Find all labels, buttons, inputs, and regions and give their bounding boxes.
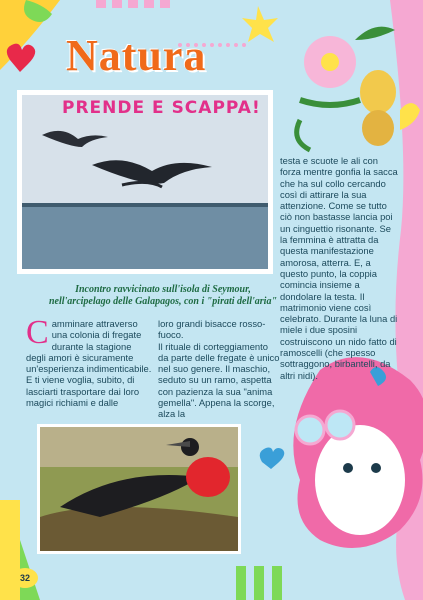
article-column-3: [280, 155, 398, 381]
cartoon-character: [293, 357, 423, 548]
column-3-text: testa e scuote le ali con forza mentre gonfia la sacca che ha sul collo cercando così di attirare la sua attenzione. Come se tutto ciò non bastasse lancia poi un cinguettio risonante. Se la femmina è attratta da questa manifestazione amorosa, atterra. E, a questo punto, la coppia comincia insieme a dondolare la testa. Il matrimonio viene così celebrato. Durante la luna di miele i due sposini costruiscono un nido fatto di ramoscelli (che spesso sottraggono, birbantelli, da altri nidi).: [280, 155, 398, 381]
column-2-text: loro grandi bisacce rosso-fuoco.: [158, 318, 266, 341]
article-column-2: [158, 318, 280, 420]
second-photo-frame: [37, 424, 241, 554]
column-2-text-2: Il rituale di corteggiamento da parte delle fregate è unico nel suo genere. Il maschio, seduto su un ramo, aspetta con pazienza la sua "anima gemella". Appena la scorge, alza la: [158, 340, 280, 420]
drop-cap: C: [26, 314, 49, 351]
second-photo: [40, 427, 238, 551]
frigatebird-nest-image: [40, 427, 238, 551]
photo-banner: PRENDE E SCAPPA!: [62, 98, 261, 118]
frigatebirds-sky-image: [22, 95, 268, 269]
main-photo: [22, 95, 268, 269]
page-title: Natura: [66, 31, 207, 80]
article-column-1: [26, 314, 152, 409]
column-1-text-2: E ti viene voglia, subito, di lasciarti trasportare dai loro magici richiami e dalle: [26, 374, 140, 409]
page-number: 32: [12, 568, 38, 588]
photo-caption: Incontro ravvicinato sull'isola di Seymour, nell'arcipelago delle Galapagos, con i "pirati dell'aria": [48, 284, 278, 307]
column-1-text: amminare attraverso una colonia di fregate durante la stagione degli amori è sicuramente un'esperienza indimenticabile.: [26, 318, 152, 375]
